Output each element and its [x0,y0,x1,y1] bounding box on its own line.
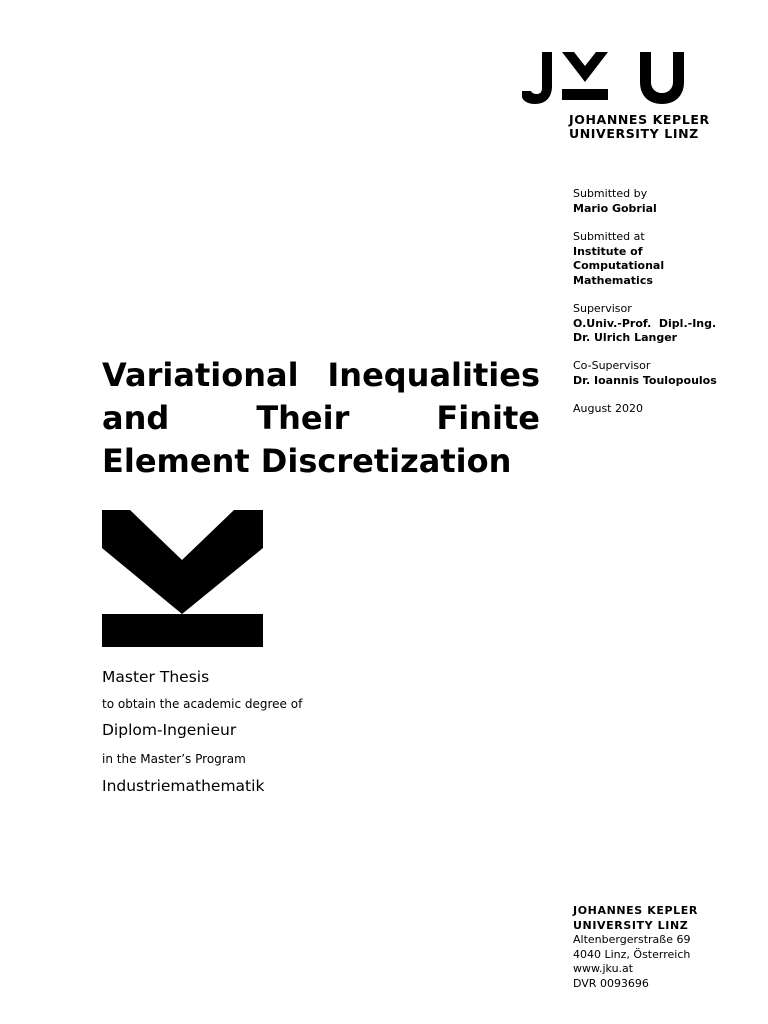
submitted-by-value: Mario Gobrial [573,201,657,215]
degree-intro: to obtain the academic degree of [102,697,303,711]
submission-date: August 2020 [573,402,643,415]
university-name [569,113,710,141]
degree-name: Diplom-Ingenieur [102,721,237,739]
thesis-type: Master Thesis [102,668,210,686]
submitted-at-line2: Computational [573,259,665,272]
footer-city: 4040 Linz, Österreich [573,947,691,961]
supervisor-line2: Dr. Ulrich Langer [573,331,678,344]
footer-address [573,904,698,991]
k-emblem-logo [102,510,263,647]
submitted-at-label: Submitted at [573,230,645,243]
submitted-at-block [573,230,743,288]
submitted-at-line1: Institute of [573,244,643,258]
supervisor-block [573,302,743,346]
footer-uni-line2: UNIVERSITY LINZ [573,918,689,932]
cosupervisor-label: Co-Supervisor [573,359,651,372]
submitted-by-label: Submitted by [573,187,648,200]
supervisor-line1: O.Univ.-Prof. Dipl.-Ing. [573,316,717,330]
program-name: Industriemathematik [102,777,265,795]
supervisor-label: Supervisor [573,302,632,315]
submitted-by-block [573,187,743,216]
submitted-at-line3: Mathematics [573,273,653,287]
jku-logo [522,52,686,104]
thesis-title: Variational Inequalities and Their Finite Element Discretization [102,356,540,480]
university-name-line2: UNIVERSITY LINZ [569,126,699,141]
university-name-line1: JOHANNES KEPLER [569,112,710,127]
footer-street: Altenbergerstraße 69 [573,933,691,946]
footer-uni-line1: JOHANNES KEPLER [573,904,698,917]
footer-dvr: DVR 0093696 [573,976,649,990]
cosupervisor-value: Dr. Ioannis Toulopoulos [573,373,717,387]
program-label: in the Master’s Program [102,752,246,766]
footer-web-link[interactable]: www.jku.at [573,962,634,975]
cosupervisor-block [573,359,743,388]
